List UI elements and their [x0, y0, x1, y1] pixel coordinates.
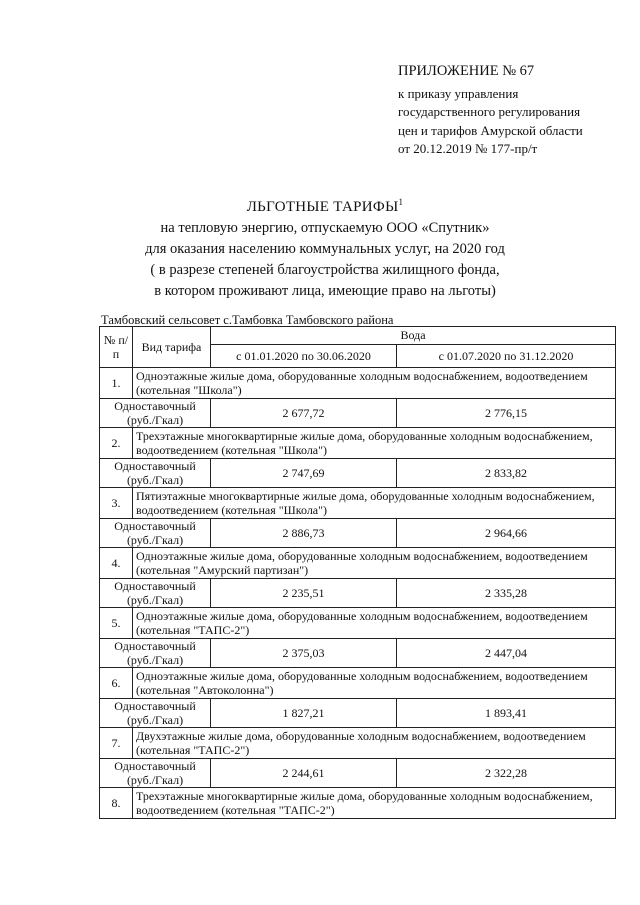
unit-line2: (руб./Гкал) [126, 413, 184, 427]
table-row [100, 548, 616, 579]
unit-label [100, 639, 211, 668]
document-title [60, 192, 590, 302]
unit-line2: (руб./Гкал) [126, 653, 184, 667]
row-description: Трехэтажные многоквартирные жилые дома, оборудованные холодным водоснабжением, водоотведением (котельная "ТАПС-2") [133, 788, 616, 819]
appendix-line: государственного регулирования [398, 104, 581, 119]
title-line: на тепловую энергию, отпускаемую ООО «Спутник» [160, 220, 490, 236]
table-row [100, 399, 616, 428]
row-description: Одноэтажные жилые дома, оборудованные холодным водоснабжением, водоотведением (котельная "Амурский партизан") [133, 548, 616, 579]
tariff-value-period2: 2 335,28 [397, 579, 616, 608]
tariff-value-period1: 2 375,03 [211, 639, 397, 668]
table-row [100, 608, 616, 639]
table-body [100, 368, 616, 819]
period1-header: с 01.01.2020 по 30.06.2020 [211, 345, 397, 368]
tariff-value-period1: 2 677,72 [211, 399, 397, 428]
row-description: Двухэтажные жилые дома, оборудованные холодным водоснабжением, водоотведением (котельная "ТАПС-2") [133, 728, 616, 759]
group-header: Вода [211, 327, 616, 345]
appendix-line: от 20.12.2019 № 177-пр/т [398, 141, 538, 156]
unit-label [100, 579, 211, 608]
unit-line1: Одноставочный [114, 519, 196, 533]
table-row [100, 668, 616, 699]
tariff-value-period1: 2 244,61 [211, 759, 397, 788]
unit-label [100, 699, 211, 728]
row-description: Одноэтажные жилые дома, оборудованные холодным водоснабжением, водоотведением (котельная "ТАПС-2") [133, 608, 616, 639]
appendix-line: к приказу управления [398, 85, 519, 101]
table-row [100, 488, 616, 519]
unit-line2: (руб./Гкал) [126, 593, 184, 607]
tariff-value-period2: 2 964,66 [397, 519, 616, 548]
row-number: 1. [100, 368, 133, 399]
tariff-value-period2: 2 776,15 [397, 399, 616, 428]
unit-line2: (руб./Гкал) [126, 713, 184, 727]
row-description: Одноэтажные жилые дома, оборудованные холодным водоснабжением, водоотведением (котельная "Школа") [133, 368, 616, 399]
table-row [100, 368, 616, 399]
table-row [100, 759, 616, 788]
title-line: в котором проживают лица, имеющие право на льготы) [154, 283, 496, 299]
unit-label [100, 759, 211, 788]
tariff-value-period1: 2 235,51 [211, 579, 397, 608]
unit-line1: Одноставочный [114, 399, 196, 413]
unit-line2: (руб./Гкал) [126, 473, 184, 487]
appendix-line: цен и тарифов Амурской области [398, 122, 583, 138]
unit-label [100, 459, 211, 488]
footnote-mark: 1 [398, 197, 404, 207]
tariff-value-period2: 1 893,41 [397, 699, 616, 728]
unit-line1: Одноставочный [114, 459, 196, 473]
tariff-value-period2: 2 322,28 [397, 759, 616, 788]
table-row [100, 519, 616, 548]
table-row [100, 699, 616, 728]
table-row [100, 428, 616, 459]
row-number: 4. [100, 548, 133, 579]
tariff-value-period1: 2 747,69 [211, 459, 397, 488]
region-label: Тамбовский сельсовет с.Тамбовка Тамбовского района [101, 313, 394, 327]
table-row [100, 728, 616, 759]
col-type-header: Вид тарифа [133, 327, 211, 368]
tariff-value-period2: 2 447,04 [397, 639, 616, 668]
unit-label [100, 519, 211, 548]
unit-line1: Одноставочный [114, 579, 196, 593]
row-number: 8. [100, 788, 133, 819]
row-number: 7. [100, 728, 133, 759]
period2-header: с 01.07.2020 по 31.12.2020 [397, 345, 616, 368]
col-num-header: № п/п [100, 327, 133, 368]
appendix-heading: ПРИЛОЖЕНИЕ № 67 [398, 63, 535, 79]
table-row [100, 579, 616, 608]
title-line: ( в разрезе степеней благоустройства жилищного фонда, [150, 262, 500, 278]
row-description: Трехэтажные многоквартирные жилые дома, оборудованные холодным водоснабжением, водоотведением (котельная "Школа") [133, 428, 616, 459]
unit-label [100, 399, 211, 428]
title-line: для оказания населению коммунальных услуг, на 2020 год [145, 241, 505, 257]
table-row [100, 639, 616, 668]
table-row [100, 788, 616, 819]
unit-line1: Одноставочный [114, 639, 196, 653]
table-row [100, 459, 616, 488]
tariff-value-period1: 2 886,73 [211, 519, 397, 548]
unit-line2: (руб./Гкал) [126, 773, 184, 787]
appendix-block [398, 62, 634, 159]
unit-line1: Одноставочный [114, 699, 196, 713]
row-description: Пятиэтажные многоквартирные жилые дома, оборудованные холодным водоснабжением, водоотведением (котельная "Школа") [133, 488, 616, 519]
tariff-value-period2: 2 833,82 [397, 459, 616, 488]
row-number: 5. [100, 608, 133, 639]
row-description: Одноэтажные жилые дома, оборудованные холодным водоснабжением, водоотведением (котельная "Автоколонна") [133, 668, 616, 699]
row-number: 3. [100, 488, 133, 519]
row-number: 2. [100, 428, 133, 459]
unit-line2: (руб./Гкал) [126, 533, 184, 547]
row-number: 6. [100, 668, 133, 699]
tariff-value-period1: 1 827,21 [211, 699, 397, 728]
unit-line1: Одноставочный [114, 759, 196, 773]
title-main: ЛЬГОТНЫЕ ТАРИФЫ$^1$ [246, 197, 404, 215]
tariff-table [99, 326, 616, 819]
